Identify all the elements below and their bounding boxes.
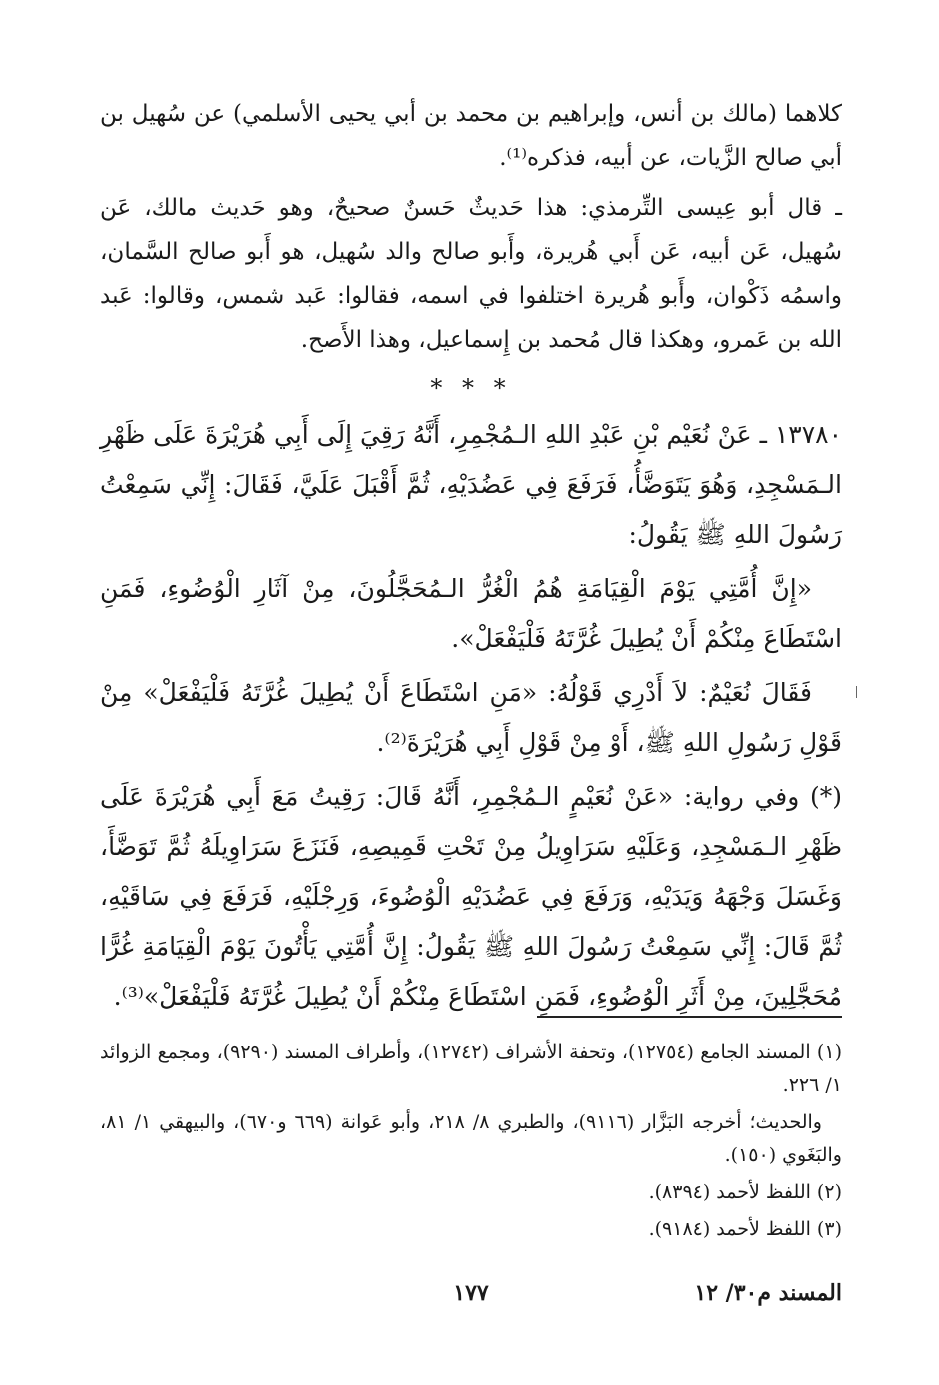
section-separator: * * * [430, 374, 512, 402]
footnote-2: (٢) اللفظ لأحمد (٨٣٩٤). [648, 1181, 842, 1203]
hadith-text: «إِنَّ أُمَّتِي يَوْمَ الْقِيَامَةِ هُمُ الْغُرُّ الـمُحَجَّلُونَ، مِنْ آثَارِ الْوُضُوءِ، فَمَنِ اسْتَطَاعَ مِنْكُمْ أَنْ يُطِيلَ غُرَّتَهُ فَلْيَفْعَلْ». [100, 574, 842, 653]
footnote-divider [537, 1016, 842, 1018]
volume-mark: المسند م٣٠/ ١٢ [694, 1280, 842, 1306]
page-footer [100, 1280, 842, 1320]
footnote-1: (١) المسند الجامع (١٢٧٥٤)، وتحفة الأشراف (١٢٧٤٢)، وأطراف المسند (٩٢٩٠)، ومجمع الزوائد ١/ ٢٢٦. [100, 1041, 842, 1096]
footnote-3: (٣) اللفظ لأحمد (٩١٨٤). [648, 1218, 842, 1240]
paragraph-tirmidhi-comment: ـ قال أبو عِيسى التِّرمذي: هذا حَديثٌ حَسنٌ صحيحٌ، وهو حَديث مالك، عَن سُهيل، عَن أبيه، عَن أَبي هُريرة، وأَبو صالح والد سُهيل، هو أَبو صالح السَّمان، واسمُه ذَكْوان، وأَبو هُريرة اختلفوا في اسمه، فقالوا: عَبد شمس، وقالوا: عَبد الله بن عَمرو، وهكذا قال مُحمد بن إِسماعيل، وهذا الأَصح. [100, 195, 842, 353]
paragraph-chain: كلاهما (مالك بن أنس، وإبراهيم بن محمد بن أبي يحيى الأسلمي) عن سُهيل بن أبي صالح الزَّيات، عن أبيه، فذكره⁽¹⁾. [100, 101, 842, 171]
margin-mark [856, 686, 859, 698]
main-text [100, 92, 842, 1026]
hadith-narrator-comment: فَقَالَ نُعَيْمٌ: لاَ أَدْرِي قَوْلُهُ: «مَنِ اسْتَطَاعَ أَنْ يُطِيلَ غُرَّتَهُ فَلْيَفْعَلْ» مِنْ قَوْلِ رَسُولِ اللهِ ﷺ، أَوْ مِنْ قَوْلِ أَبِي هُرَيْرَةَ⁽²⁾. [100, 678, 842, 757]
footnotes [100, 1036, 842, 1250]
hadith-heading: ١٣٧٨٠ ـ عَنْ نُعَيْم بْنِ عَبْدِ اللهِ الـمُجْمِرِ، أَنَّهُ رَقِيَ إِلَى أَبِي هُرَيْرَةَ عَلَى ظَهْرِ الـمَسْجِدِ، وَهُوَ يَتَوَضَّأُ، فَرَفَعَ فِي عَضُدَيْهِ، ثُمَّ أَقْبَلَ عَلَيَّ، فَقَالَ: إِنِّي سَمِعْتُ رَسُولَ اللهِ ﷺ يَقُولُ: [100, 420, 842, 549]
hadith-alternate-narration: (*) وفي رواية: «عَنْ نُعَيْمٍ الـمُجْمِرِ، أَنَّهُ قَالَ: رَقِيتُ مَعَ أَبِي هُرَيْرَةَ عَلَى ظَهْرِ الـمَسْجِدِ، وَعَلَيْهِ سَرَاوِيلُ مِنْ تَحْتِ قَمِيصِهِ، فَنَزَعَ سَرَاوِيلَهُ ثُمَّ تَوَضَّأَ، وَغَسَلَ وَجْهَهُ وَيَدَيْهِ، وَرَفَعَ فِي عَضُدَيْهِ الْوُضُوءَ، وَرِجْلَيْهِ، فَرَفَعَ فِي سَاقَيْهِ، ثُمَّ قَالَ: إِنِّي سَمِعْتُ رَسُولَ اللهِ ﷺ يَقُولُ: إِنَّ أُمَّتِي يَأْتُونَ يَوْمَ الْقِيَامَةِ غُرًّا مُحَجَّلِينَ، مِنْ أَثَرِ الْوُضُوءِ، فَمَنِ اسْتَطَاعَ مِنْكُمْ أَنْ يُطِيلَ غُرَّتَهُ فَلْيَفْعَلْ»⁽³⁾. [100, 782, 842, 1011]
footnote-1-continued: والحديث؛ أخرجه البَزَّار (٩١١٦)، والطبري ٨/ ٢١٨، وأبو عَوانة (٦٦٩ و٦٧٠)، والبيهقي ١/ ٨١، والبَغَوي (١٥٠). [100, 1111, 842, 1166]
page-number: ١٧٧ [453, 1280, 489, 1306]
